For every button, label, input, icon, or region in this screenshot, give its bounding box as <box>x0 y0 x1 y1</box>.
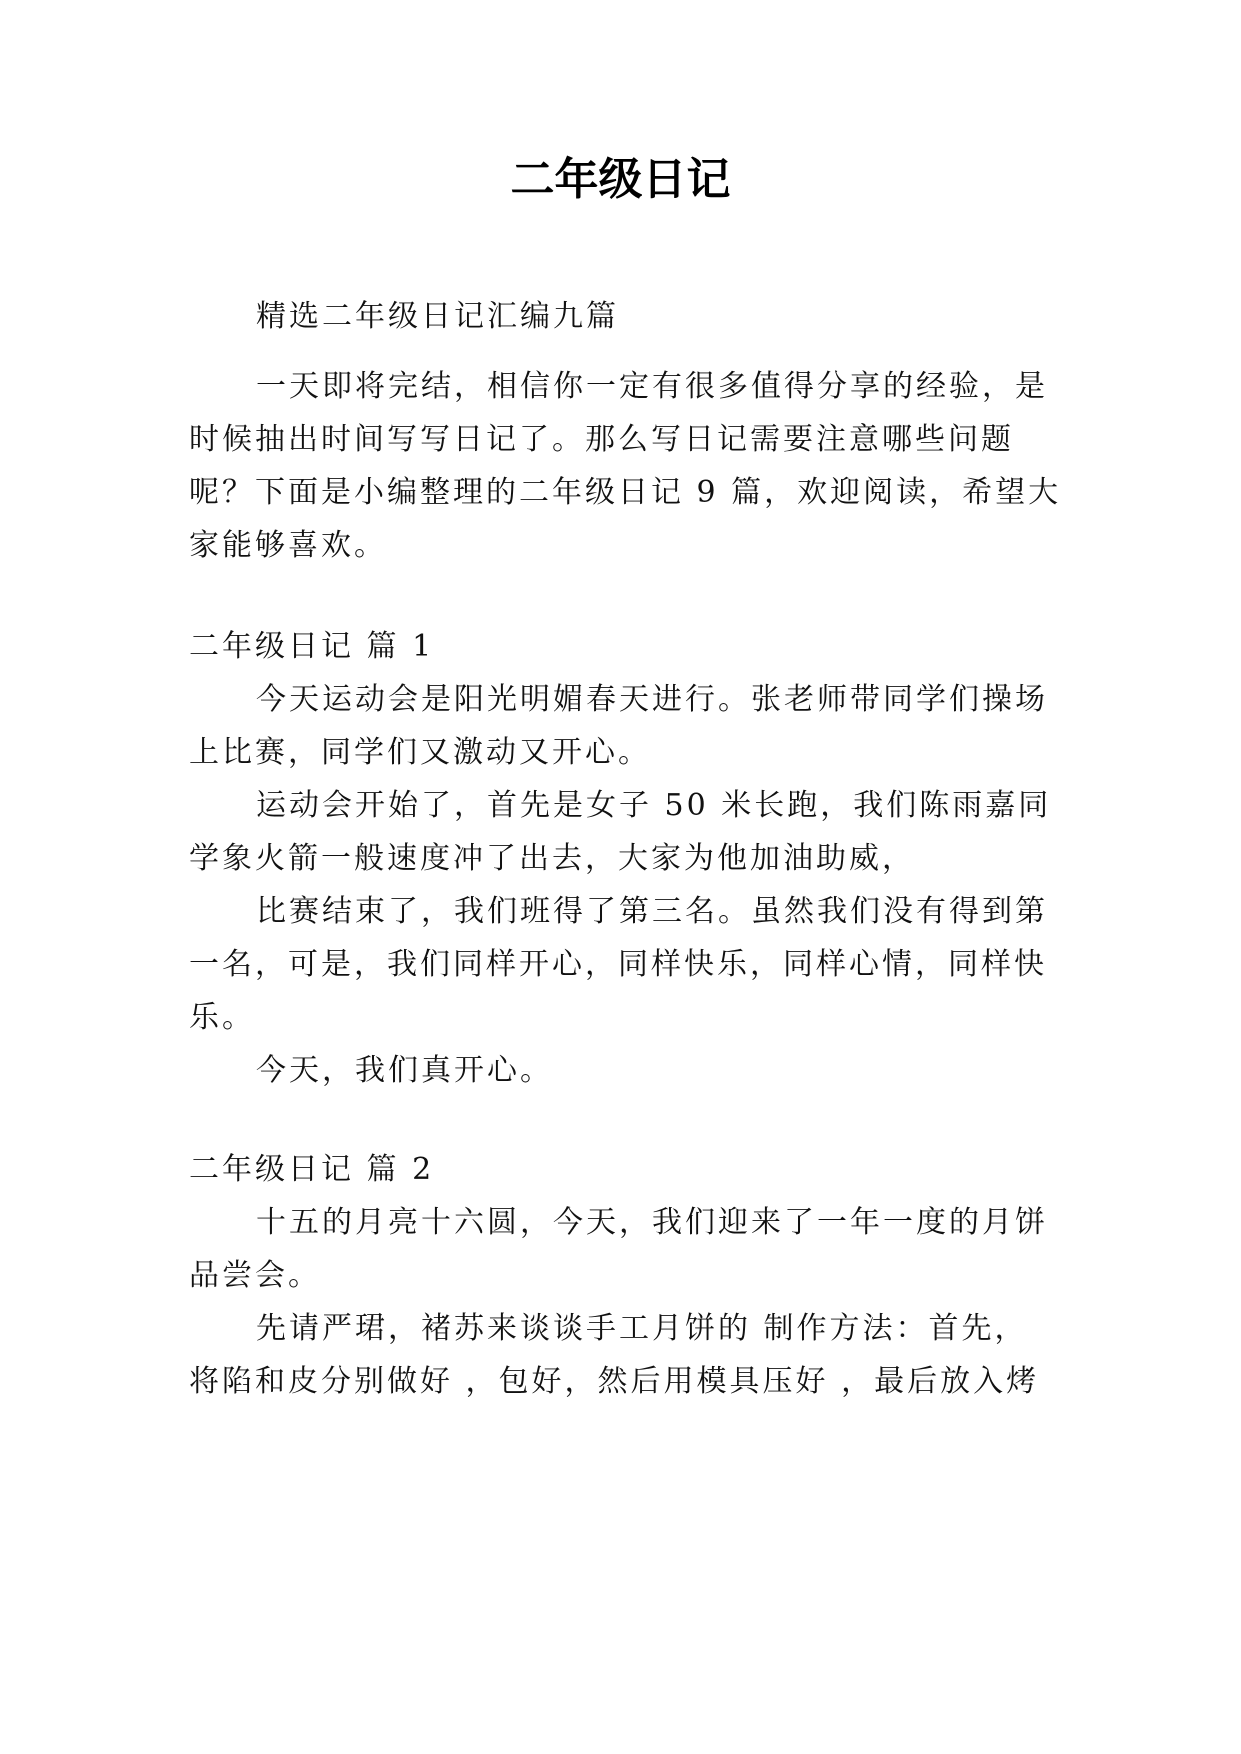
intro-line: 家能够喜欢。 <box>189 528 387 563</box>
paragraph-line: 先请严珺，褚苏来谈谈手工月饼的 制作方法：首先， <box>256 1311 1028 1346</box>
intro-line: 一天即将完结，相信你一定有很多值得分享的经验，是 <box>256 369 1048 404</box>
paragraph-line: 上比赛，同学们又激动又开心。 <box>189 735 651 770</box>
paragraph-line: 将陷和皮分别做好 ，包好，然后用模具压好 ，最后放入烤 <box>189 1364 1040 1399</box>
document-title: 二年级日记 <box>510 154 731 205</box>
document-subtitle: 精选二年级日记汇编九篇 <box>256 299 619 334</box>
intro-line: 时候抽出时间写写日记了。那么写日记需要注意哪些问题 <box>189 422 1014 457</box>
paragraph-line: 乐。 <box>189 1000 255 1035</box>
paragraph-line: 今天，我们真开心。 <box>256 1053 553 1088</box>
intro-line: 呢？下面是小编整理的二年级日记 9 篇，欢迎阅读，希望大 <box>189 475 1062 510</box>
paragraph-line: 今天运动会是阳光明媚春天进行。张老师带同学们操场 <box>256 682 1048 717</box>
paragraph-line: 运动会开始了，首先是女子 50 米长跑，我们陈雨嘉同 <box>256 788 1052 823</box>
paragraph-line: 十五的月亮十六圆，今天，我们迎来了一年一度的月饼 <box>256 1205 1048 1240</box>
section-heading: 二年级日记 篇 1 <box>189 629 435 664</box>
paragraph-line: 学象火箭一般速度冲了出去，大家为他加油助威， <box>189 841 915 876</box>
paragraph-line: 品尝会。 <box>189 1258 321 1293</box>
paragraph-line: 比赛结束了，我们班得了第三名。虽然我们没有得到第 <box>256 894 1048 929</box>
section-heading: 二年级日记 篇 2 <box>189 1152 435 1187</box>
paragraph-line: 一名，可是，我们同样开心，同样快乐，同样心情，同样快 <box>189 947 1047 982</box>
